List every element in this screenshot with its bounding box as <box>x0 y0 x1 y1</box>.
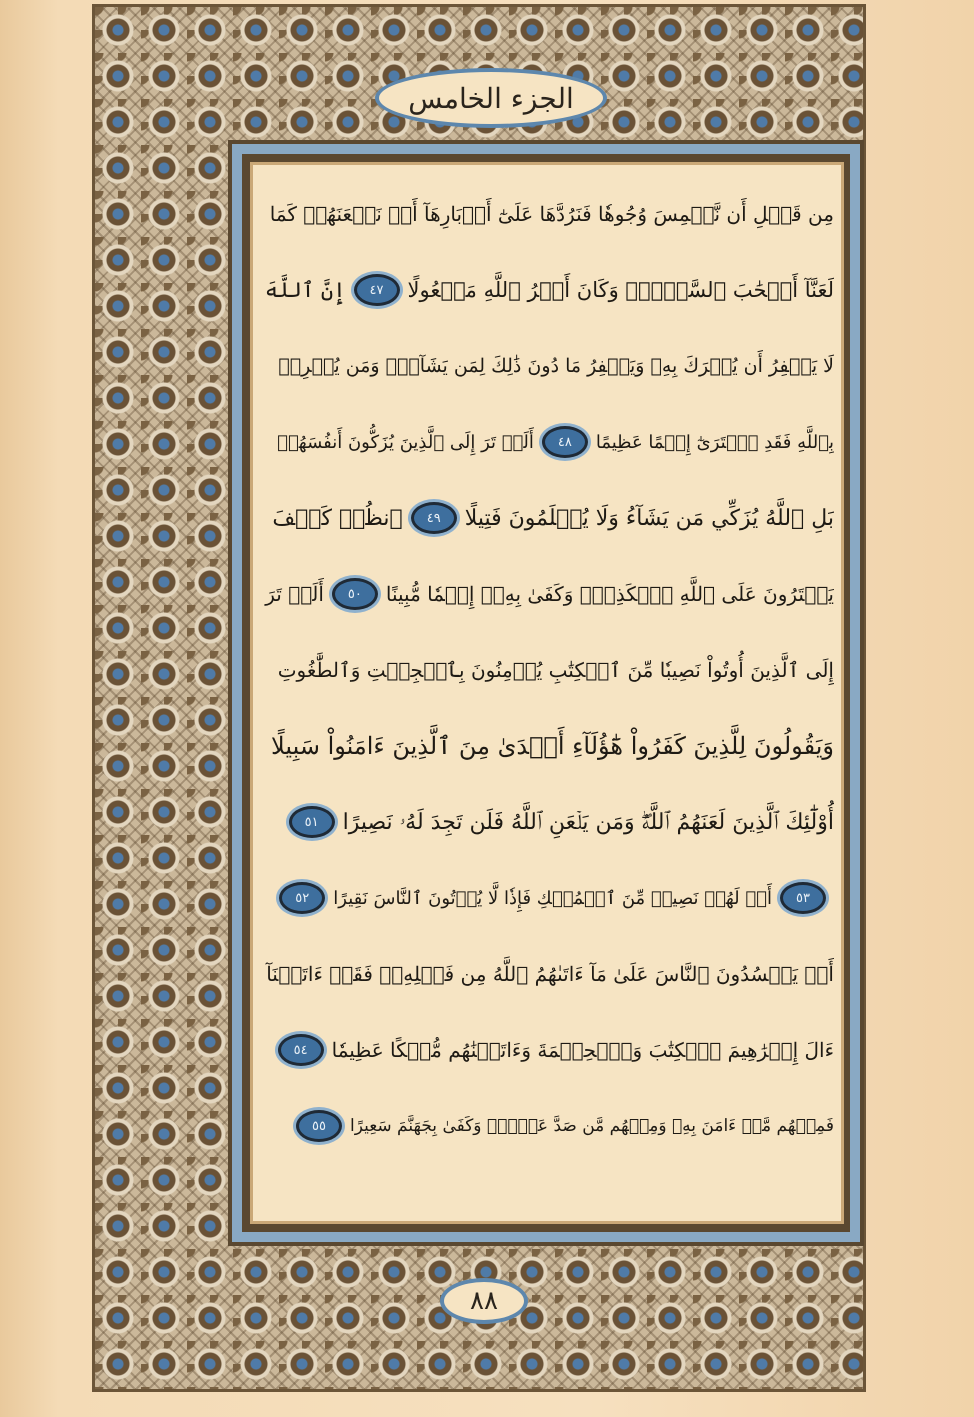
verse-text: بِٱللَّهِ فَقَدِ ٱفۡتَرَىٰٓ إِثۡمًا عَظِيمًا <box>595 431 834 453</box>
page-number-text: ٨٨ <box>470 1286 498 1316</box>
verse-line <box>262 176 834 252</box>
ayah-marker: ٥٣ <box>780 882 826 914</box>
ayah-marker: ٥٢ <box>279 882 325 914</box>
verse-text: وَيَقُولُونَ لِلَّذِينَ كَفَرُواْ هَٰٓؤُلَآءِ أَهۡدَىٰ مِنَ ٱلَّذِينَ ءَامَنُواْ سَبِيلًا <box>271 732 834 760</box>
ayah-marker: ٥٥ <box>296 1110 342 1142</box>
verse-line <box>262 784 834 860</box>
verse-text: بَلِ ٱللَّهُ يُزَكِّي مَن يَشَآءُ وَلَا يُظۡلَمُونَ فَتِيلًا <box>464 505 834 531</box>
juz-title: الجزء الخامس <box>408 81 574 115</box>
verse-line <box>262 1012 834 1088</box>
verse-text: ءَالَ إِبۡرَٰهِيمَ ٱلۡكِتَٰبَ وَٱلۡحِكۡمَةَ وَءَاتَيۡنَٰهُم مُّلۡكًا عَظِيمٗا <box>331 1038 834 1062</box>
verse-line <box>262 404 834 480</box>
ayah-marker: ٥٤ <box>278 1034 324 1066</box>
verse-line <box>262 632 834 708</box>
verse-line <box>262 860 834 936</box>
verse-line <box>262 936 834 1012</box>
verse-text: إِنَّ ٱللَّهَ <box>265 278 346 302</box>
ayah-marker: ٥١ <box>289 806 335 838</box>
ayah-marker: ٥٠ <box>332 578 378 610</box>
verse-text: مِن قَبۡلِ أَن نَّطۡمِسَ وُجُوهٗا فَنَرُدَّهَا عَلَىٰٓ أَدۡبَارِهَآ أَوۡ نَلۡعَنَهُمۡ كَمَا <box>269 202 834 226</box>
verse-line <box>262 480 834 556</box>
page-number <box>440 1278 528 1324</box>
verse-text: لَا يَغۡفِرُ أَن يُشۡرَكَ بِهِۦ وَيَغۡفِرُ مَا دُونَ ذَٰلِكَ لِمَن يَشَآءُۚ وَمَن يُشۡرِكۡ <box>278 355 834 377</box>
verse-lines <box>262 176 834 1212</box>
verse-text: أُوْلَٰٓئِكَ ٱلَّذِينَ لَعَنَهُمُ ٱللَّهُۖ وَمَن يَلۡعَنِ ٱللَّهُ فَلَن تَجِدَ لَهُۥ نَصِيرًا <box>342 809 834 835</box>
verse-text: فَمِنۡهُم مَّنۡ ءَامَنَ بِهِۦ وَمِنۡهُم مَّن صَدَّ عَنۡهُۚ وَكَفَىٰ بِجَهَنَّمَ سَعِيرًا <box>349 1116 834 1136</box>
verse-text: أَمۡ يَحۡسُدُونَ ٱلنَّاسَ عَلَىٰ مَآ ءَاتَىٰهُمُ ٱللَّهُ مِن فَضۡلِهِۦۖ فَقَدۡ ءَاتَيۡنَآ <box>266 962 834 986</box>
verse-text: لَعَنَّآ أَصۡحَٰبَ ٱلسَّبۡتِۚ وَكَانَ أَمۡرُ ٱللَّهِ مَفۡعُولًا <box>407 278 834 302</box>
verse-line <box>262 708 834 784</box>
juz-header <box>375 68 607 128</box>
ayah-marker: ٤٨ <box>542 426 588 458</box>
verse-text: أَمۡ لَهُمۡ نَصِيبٞ مِّنَ ٱلۡمُلۡكِ فَإِذٗا لَّا يُؤۡتُونَ ٱلنَّاسَ نَقِيرًا <box>333 887 772 909</box>
verse-line <box>262 328 834 404</box>
verse-text: يَفۡتَرُونَ عَلَى ٱللَّهِ ٱلۡكَذِبَۖ وَكَفَىٰ بِهِۦٓ إِثۡمٗا مُّبِينًا <box>385 582 834 606</box>
ayah-marker: ٤٩ <box>411 502 457 534</box>
verse-line <box>262 556 834 632</box>
verse-line <box>262 252 834 328</box>
verse-text: أَلَمۡ تَرَ <box>265 582 324 606</box>
verse-text: ٱنظُرۡ كَيۡفَ <box>272 505 403 531</box>
verse-line <box>262 1088 834 1164</box>
ayah-marker: ٤٧ <box>354 274 400 306</box>
verse-text: أَلَمۡ تَرَ إِلَى ٱلَّذِينَ يُزَكُّونَ أَنفُسَهُمۚ <box>277 431 534 453</box>
verse-text: إِلَى ٱلَّذِينَ أُوتُواْ نَصِيبٗا مِّنَ ٱلۡكِتَٰبِ يُؤۡمِنُونَ بِٱلۡجِبۡتِ وَٱلطَّٰغُوتِ <box>277 658 834 682</box>
